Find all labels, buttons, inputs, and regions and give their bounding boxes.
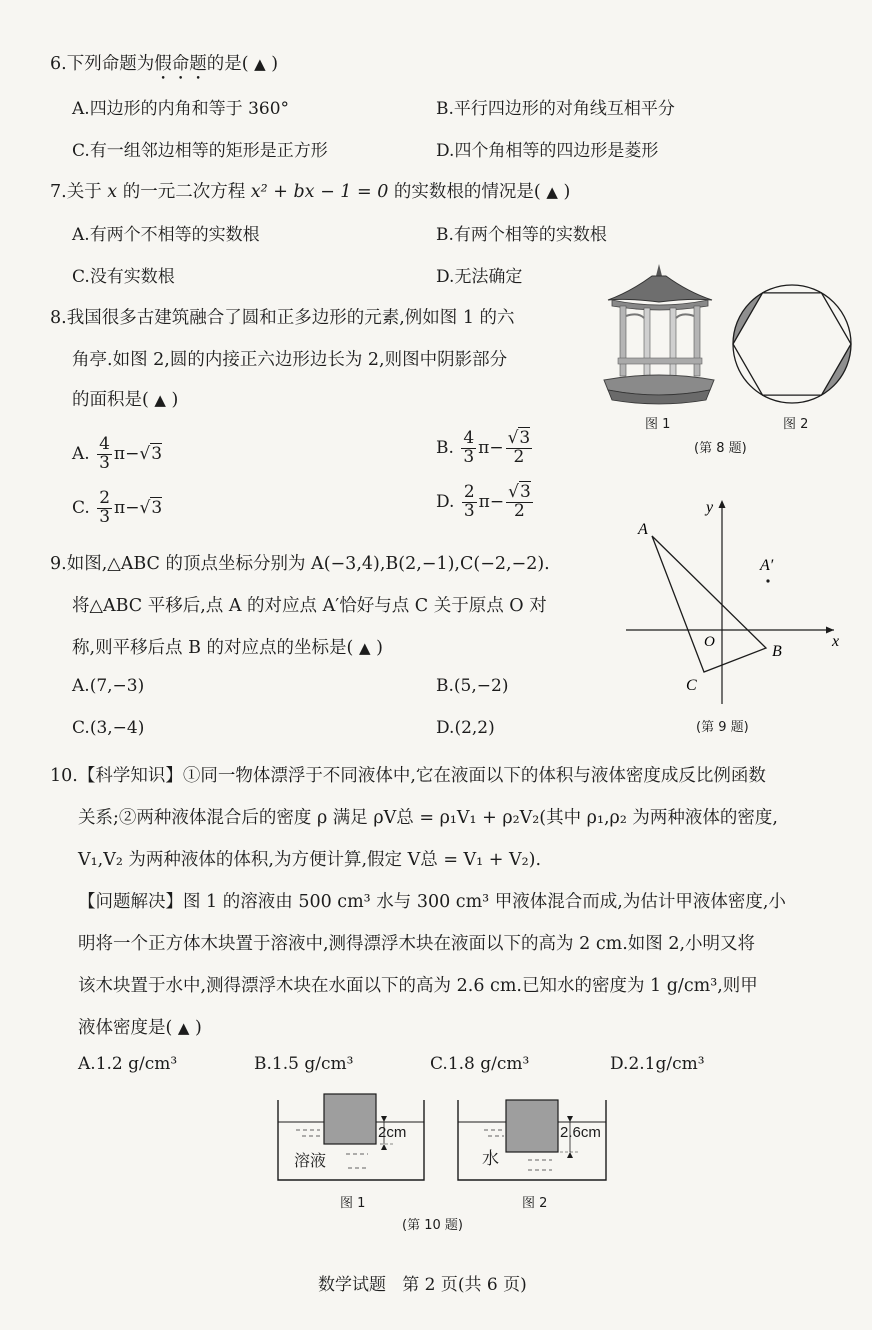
option-text: 平行四边形的对角线互相平分 [453, 99, 675, 119]
option-text: 1.2 g/cm³ [95, 1054, 178, 1074]
arrow-up-icon [567, 1152, 573, 1158]
q10-caption: (第 10 题) [402, 1218, 463, 1233]
option-text: (2,2) [454, 718, 495, 738]
q7-option-d [436, 262, 522, 287]
answer-marker: ▲ [546, 183, 558, 201]
q7-stem-a: 7.关于 [50, 182, 108, 202]
sqrt-sign: √ [139, 443, 151, 464]
q7-variable: x [107, 182, 118, 202]
q10-option-c [430, 1054, 529, 1074]
option-text: 有两个不相等的实数根 [89, 225, 260, 245]
pi-symbol: π [478, 491, 490, 512]
q6-stem-a: 下列命题为 [66, 54, 155, 74]
q7-stem-c: 的实数根的情况是( [388, 182, 541, 202]
answer-marker: ▲ [254, 55, 266, 73]
option-text: 1.5 g/cm³ [271, 1054, 354, 1074]
q9-option-d [436, 718, 495, 738]
option-text: 有一组邻边相等的矩形是正方形 [89, 141, 328, 161]
q10-line-3: V₁,V₂ 为两种液体的体积,为方便计算,假定 V总 = V₁ + V₂). [78, 850, 542, 870]
q10-line-7 [78, 1014, 202, 1039]
option-label: D. [436, 267, 455, 287]
q7-close: ) [563, 182, 571, 202]
q10-option-d [610, 1054, 705, 1074]
q10-line-6: 该木块置于水中,测得漂浮木块在水面以下的高为 2.6 cm.已知水的密度为 1 g/cm³,则甲 [78, 976, 758, 996]
q7-equation: x² + bx − 1 = 0 [250, 182, 389, 202]
q9-option-b [436, 676, 508, 696]
sqrt-sign: √ [507, 428, 519, 448]
q9-option-a [72, 676, 144, 696]
triangle-abc [652, 536, 766, 672]
fig1-height-label: 2cm [378, 1124, 407, 1141]
q9-close: ) [376, 638, 383, 658]
q9-option-c [72, 718, 144, 738]
minus-sign: − [489, 437, 504, 458]
wood-block [324, 1094, 376, 1144]
option-label: A. [72, 225, 90, 245]
triangle-coordinate-graph [620, 492, 850, 712]
q9-line-1: 9.如图,△ABC 的顶点坐标分别为 A(−3,4),B(2,−1),C(−2,−2). [50, 554, 550, 574]
radicand: 3 [151, 443, 163, 464]
q6-option-c [72, 136, 328, 161]
option-label: B. [436, 676, 454, 696]
denominator: 3 [463, 500, 475, 521]
denominator: 2 [513, 446, 525, 467]
q10-option-a [78, 1054, 177, 1074]
option-text: 没有实数根 [89, 267, 175, 287]
q6-emphasis: 假命题 [154, 54, 207, 74]
numerator: 4 [99, 434, 110, 454]
q8-fig1-label: 图 1 [645, 417, 671, 432]
q9-line-3 [72, 634, 383, 659]
q7-option-c [72, 262, 175, 287]
point-a-prime [766, 579, 769, 582]
q8-option-b [436, 430, 534, 467]
q10-option-b [254, 1054, 353, 1074]
q9-line-2: 将△ABC 平移后,点 A 的对应点 A′恰好与点 C 关于原点 O 对 [72, 596, 547, 616]
option-text: 四边形的内角和等于 360° [89, 99, 290, 119]
fraction [97, 490, 112, 527]
numerator: 2 [99, 488, 111, 508]
label-a: A [638, 521, 648, 538]
option-text: (5,−2) [453, 676, 509, 696]
arrow-down-icon [381, 1116, 387, 1122]
answer-marker: ▲ [154, 391, 166, 409]
option-label: C. [72, 141, 90, 161]
q8-stem: 的面积是( [72, 390, 149, 410]
q10-line-5: 明将一个正方体木块置于溶液中,测得漂浮木块在液面以下的高为 2 cm.如图 2,小明又将 [78, 934, 756, 954]
q10-fig2-label: 图 2 [522, 1196, 548, 1211]
q8-line-3 [72, 386, 178, 411]
option-label: A. [72, 443, 90, 464]
q6-stem [50, 50, 278, 84]
sqrt-sign: √ [508, 482, 519, 502]
q8-option-c [72, 490, 162, 527]
page-footer: 数学试题 第 2 页(共 6 页) [318, 1275, 527, 1295]
minus-sign: − [125, 497, 140, 518]
minus-sign: − [489, 491, 505, 512]
q6-option-a [72, 94, 289, 119]
q8-option-d [436, 484, 535, 521]
option-label: C. [72, 267, 90, 287]
q6-stem-b: 的是( [206, 54, 249, 74]
label-a-prime: A′ [760, 557, 774, 574]
option-label: B. [436, 99, 454, 119]
pi-symbol: π [478, 437, 490, 458]
q6-close: ) [271, 54, 279, 74]
radicand: 3 [151, 497, 163, 518]
fig1-liquid-label: 溶液 [294, 1151, 327, 1170]
label-b: B [772, 643, 782, 660]
fig2-liquid-label: 水 [482, 1149, 499, 1169]
q8-fig2-label: 图 2 [783, 417, 809, 432]
option-label: C. [430, 1054, 448, 1074]
q7-stem [50, 178, 570, 203]
option-label: D. [436, 491, 455, 512]
pi-symbol: π [113, 443, 126, 464]
sqrt-sign: √ [139, 497, 151, 518]
option-text: 有两个相等的实数根 [453, 225, 607, 245]
radicand: 3 [519, 482, 531, 502]
option-text: 2.1g/cm³ [628, 1054, 705, 1074]
q7-option-a [72, 220, 260, 245]
q8-option-a [72, 436, 162, 473]
q10-fig1-label: 图 1 [340, 1196, 366, 1211]
q6-option-b [436, 94, 675, 119]
y-axis-arrow-icon [719, 500, 726, 508]
q7-stem-b: 的一元二次方程 [117, 182, 251, 202]
denominator: 3 [463, 446, 475, 467]
q7-option-b [436, 220, 607, 245]
q10-line-1: 10.【科学知识】①同一物体漂浮于不同液体中,它在液面以下的体积与液体密度成反比例函数 [50, 766, 766, 786]
numerator: 2 [463, 482, 475, 502]
arrow-up-icon [381, 1144, 387, 1150]
label-y: y [706, 499, 714, 516]
denominator: 3 [99, 452, 110, 473]
fig2-height-label: 2.6cm [560, 1124, 601, 1141]
q9-stem: 称,则平移后点 B 的对应点的坐标是( [72, 638, 354, 658]
denominator: 3 [99, 506, 111, 527]
option-label: A. [78, 1054, 96, 1074]
option-label: A. [72, 676, 90, 696]
option-label: B. [436, 437, 454, 458]
fraction-sqrt [506, 484, 533, 521]
pi-symbol: π [114, 497, 126, 518]
option-label: C. [72, 718, 90, 738]
circle [733, 285, 851, 403]
fraction [462, 484, 477, 521]
answer-marker: ▲ [358, 639, 371, 657]
option-label: A. [72, 99, 90, 119]
fraction-sqrt [506, 430, 533, 467]
q8-line-2: 角亭.如图 2,圆的内接正六边形边长为 2,则图中阴影部分 [72, 350, 508, 370]
radicand: 3 [519, 428, 531, 448]
q9-caption: (第 9 题) [696, 720, 749, 735]
option-label: D. [436, 141, 455, 161]
q8-close: ) [171, 390, 179, 410]
option-label: D. [610, 1054, 629, 1074]
option-text: 无法确定 [454, 267, 523, 287]
minus-sign: − [125, 443, 140, 464]
pavilion-figure [600, 262, 718, 408]
denominator: 2 [514, 500, 525, 521]
option-text: (3,−4) [89, 718, 145, 738]
q6-number: 6. [50, 54, 67, 74]
fraction [461, 430, 476, 467]
option-label: B. [436, 225, 454, 245]
label-origin: O [704, 634, 715, 650]
answer-marker: ▲ [177, 1019, 190, 1037]
hexagon-circle-figure [722, 282, 862, 406]
q6-option-d [436, 136, 658, 161]
option-label: D. [436, 718, 455, 738]
option-text: (7,−3) [89, 676, 145, 696]
q10-stem: 液体密度是( [78, 1018, 173, 1038]
label-x: x [832, 633, 840, 650]
q10-line-4: 【问题解决】图 1 的溶液由 500 cm³ 水与 300 cm³ 甲液体混合而成,为估计甲液体密度,小 [78, 892, 786, 912]
wood-block [506, 1100, 558, 1152]
q10-close: ) [195, 1018, 202, 1038]
fraction [97, 436, 112, 473]
option-label: B. [254, 1054, 272, 1074]
q8-caption: (第 8 题) [694, 441, 747, 456]
q8-line-1: 8.我国很多古建筑融合了圆和正多边形的元素,例如图 1 的六 [50, 308, 515, 328]
option-text: 四个角相等的四边形是菱形 [454, 141, 659, 161]
q10-line-2: 关系;②两种液体混合后的密度 ρ 满足 ρV总 = ρ₁V₁ + ρ₂V₂(其中 ρ₁,ρ₂ 为两种液体的密度, [78, 808, 778, 828]
numerator: 4 [463, 428, 475, 448]
option-text: 1.8 g/cm³ [447, 1054, 530, 1074]
option-label: C. [72, 497, 90, 518]
label-c: C [686, 677, 697, 694]
arrow-down-icon [567, 1116, 573, 1122]
